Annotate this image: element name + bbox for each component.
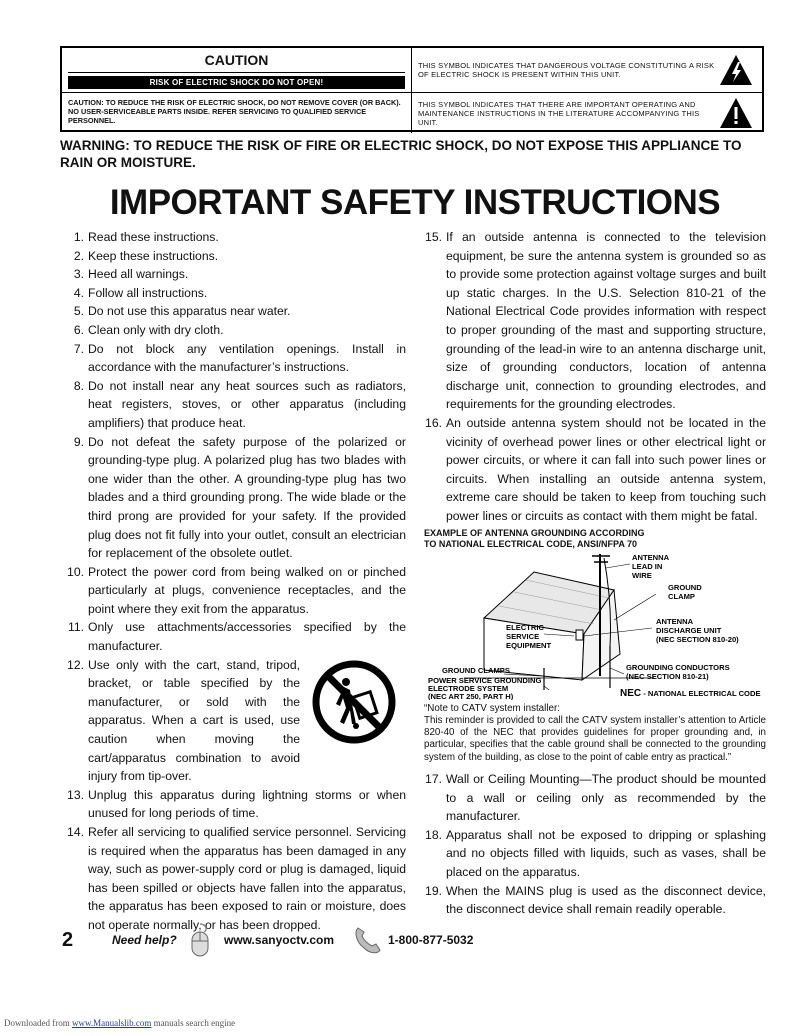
svg-text:ELECTRODE SYSTEM: ELECTRODE SYSTEM — [428, 683, 509, 693]
label-nec: NEC - NATIONAL ELECTRICAL CODE — [620, 687, 761, 699]
exclamation-warning-icon — [716, 93, 756, 133]
label-antenna: ANTENNA — [632, 552, 670, 562]
svg-text:EQUIPMENT: EQUIPMENT — [506, 640, 552, 650]
label-power-service: POWER SERVICE GROUNDING — [428, 675, 542, 685]
right-column — [424, 228, 766, 919]
voltage-symbol-text: THIS SYMBOL INDICATES THAT DANGEROUS VOLTAGE CONSTITUTING A RISK OF ELECTRIC SHOCK IS PRESENT WITHIN THIS UNIT. — [418, 61, 715, 79]
antenna-grounding-diagram — [424, 550, 766, 700]
list-item: 4. Follow all instructions. — [73, 285, 208, 300]
list-item: 9. Do not defeat the safety purpose of the polarized or grounding-type plug. A polarized plug has two blades with one wider than the other. A grounding-type plug has two blades and a third grounding prong. The wide blade or the third prong are provided for your safety. If the provided plug does not fit fully into your outlet, consult an electrician for replacement of the obsolete outlet. — [73, 434, 406, 561]
need-help-label: Need help? — [112, 933, 177, 947]
label-ground-clamps: GROUND CLAMPS — [442, 665, 510, 675]
cart-tip-over-icon — [306, 658, 406, 748]
svg-text:(NEC SECTION 810-21): (NEC SECTION 810-21) — [626, 671, 709, 681]
antenna-grounding-figure — [424, 528, 766, 764]
figure-caption: EXAMPLE OF ANTENNA GROUNDING ACCORDING TO NATIONAL ELECTRICAL CODE, ANSI/NFPA 70 — [424, 527, 645, 549]
list-item: 8. Do not install near any heat sources such as radiators, heat registers, stoves, or other apparatus (including amplifiers) that produce heat. — [73, 378, 406, 430]
website-link[interactable]: www.sanyoctv.com — [224, 933, 335, 947]
phone-number: 1-800-877-5032 — [388, 933, 474, 947]
svg-text:WIRE: WIRE — [632, 570, 652, 580]
svg-text:(NEC SECTION 810-20): (NEC SECTION 810-20) — [656, 634, 739, 644]
list-item: 1. Read these instructions. — [73, 230, 219, 244]
label-grounding-conductors: GROUNDING CONDUCTORS — [626, 662, 730, 672]
list-item: 6. Clean only with dry cloth. — [73, 322, 224, 337]
list-item: 3. Heed all warnings. — [73, 267, 189, 282]
label-ground-clamp: GROUND — [668, 582, 702, 592]
mouse-icon — [182, 922, 218, 958]
svg-text:SERVICE: SERVICE — [506, 631, 540, 641]
caution-header — [62, 48, 412, 92]
list-item: 13. Unplug this apparatus during lightning storms or when unused for long periods of time. — [67, 787, 406, 821]
svg-text:LEAD IN: LEAD IN — [632, 561, 663, 571]
svg-text:CLAMP: CLAMP — [668, 591, 695, 601]
list-item-cart: 12. Use only with the cart, stand, tripod, bracket, or table specified by the manufacturer, or sold with the apparatus. When a cart is used, use caution when moving the cart/apparatus combination to avoid injury from tip-over. — [66, 656, 406, 786]
caution-title: CAUTION — [68, 48, 405, 73]
label-electric-service: ELECTRIC — [506, 622, 544, 632]
list-item: 14. Refer all servicing to qualified service personnel. Servicing is required when the apparatus has been damaged in any way, such as power-supply cord or plug is damaged, liquid has been spilled or objects have fallen into the apparatus, the apparatus has been exposed to rain or moisture, does not operate normally, or has been dropped. — [67, 825, 406, 932]
list-item: 15. If an outside antenna is connected to the television equipment, be sure the antenna system is grounded so as to provide some protection against voltage surges and built up static charges. In the U.S. Selection 810-21 of the National Electrical Code provides information with respect to proper grounding of the mast and supporting structure, grounding of the lead-in wire to an antenna discharge unit, size of grounding conductors, location of antenna discharge unit, connection to grounding electrodes, and requirements for the grounding electrodes. — [425, 230, 766, 412]
caution-box — [60, 46, 764, 132]
catv-note: “Note to CATV system installer: This reminder is provided to call the CATV system installer’s attention to Article 820-40 of the NEC that provides guidelines for proper grounding and, in particular, specifies that the cable ground shall be connected to the grounding system of the building, as close to the point of cable entry as practical.” — [424, 702, 766, 763]
list-item: 17. Wall or Ceiling Mounting—The product should be mounted to a wall or ceiling only as recommended by the manufacturer. — [425, 771, 766, 824]
list-item: 7. Do not block any ventilation openings. Install in accordance with the manufacturer’s instructions. — [73, 341, 406, 375]
phone-icon — [352, 924, 384, 956]
voltage-warning-icon — [716, 50, 756, 90]
list-item: 2. Keep these instructions. — [73, 248, 219, 263]
list-item: 5. Do not use this apparatus near water. — [73, 304, 291, 319]
footer — [62, 920, 762, 960]
svg-text:DISCHARGE UNIT: DISCHARGE UNIT — [656, 625, 722, 635]
list-item: 16. An outside antenna system should not be located in the vicinity of overhead power lines or other electrical light or power circuits, or where it can fall into such power lines or circuits. When installing an outside antenna system, extreme care should be taken to keep from touching such power lines or circuits as contact with them might be fatal. — [425, 415, 766, 523]
list-item: 11. Only use attachments/accessories specified by the manufacturer. — [67, 620, 406, 654]
list-item: 19. When the MAINS plug is used as the disconnect device, the disconnect device shall remain readily operable. — [425, 883, 766, 917]
svg-text:(NEC ART 250, PART H): (NEC ART 250, PART H) — [428, 691, 514, 700]
page-number: 2 — [62, 928, 74, 951]
page-title: IMPORTANT SAFETY INSTRUCTIONS — [109, 183, 721, 222]
exclaim-symbol-text: THIS SYMBOL INDICATES THAT THERE ARE IMPORTANT OPERATING AND MAINTENANCE INSTRUCTIONS IN THE LITERATURE ACCOMPANYING THIS UNIT. — [418, 99, 700, 127]
manualslib-link[interactable]: www.Manualslib.com — [71, 1018, 152, 1028]
left-column — [66, 228, 406, 935]
warning-statement: WARNING: TO REDUCE THE RISK OF FIRE OR ELECTRIC SHOCK, DO NOT EXPOSE THIS APPLIANCE TO RAIN OR MOISTURE. — [60, 138, 742, 170]
caution-subtitle: RISK OF ELECTRIC SHOCK DO NOT OPEN! — [68, 76, 405, 89]
list-item: 18. Apparatus shall not be exposed to dripping or splashing and no objects filled with liquids, such as vases, shall be placed on the apparatus. — [425, 827, 766, 879]
label-discharge-unit: ANTENNA — [656, 616, 694, 626]
caution-body: CAUTION: TO REDUCE THE RISK OF ELECTRIC SHOCK, DO NOT REMOVE COVER (OR BACK). NO USER-SERVICEABLE PARTS INSIDE. REFER SERVICING TO QUALIFIED SERVICE PERSONNEL. — [62, 93, 412, 133]
download-line: Downloaded from www.Manualslib.com manuals search engine — [4, 1018, 236, 1028]
list-item: 10. Protect the power cord from being walked on or pinched particularly at plugs, convenience receptacles, and the point where they exit from the apparatus. — [67, 564, 406, 616]
